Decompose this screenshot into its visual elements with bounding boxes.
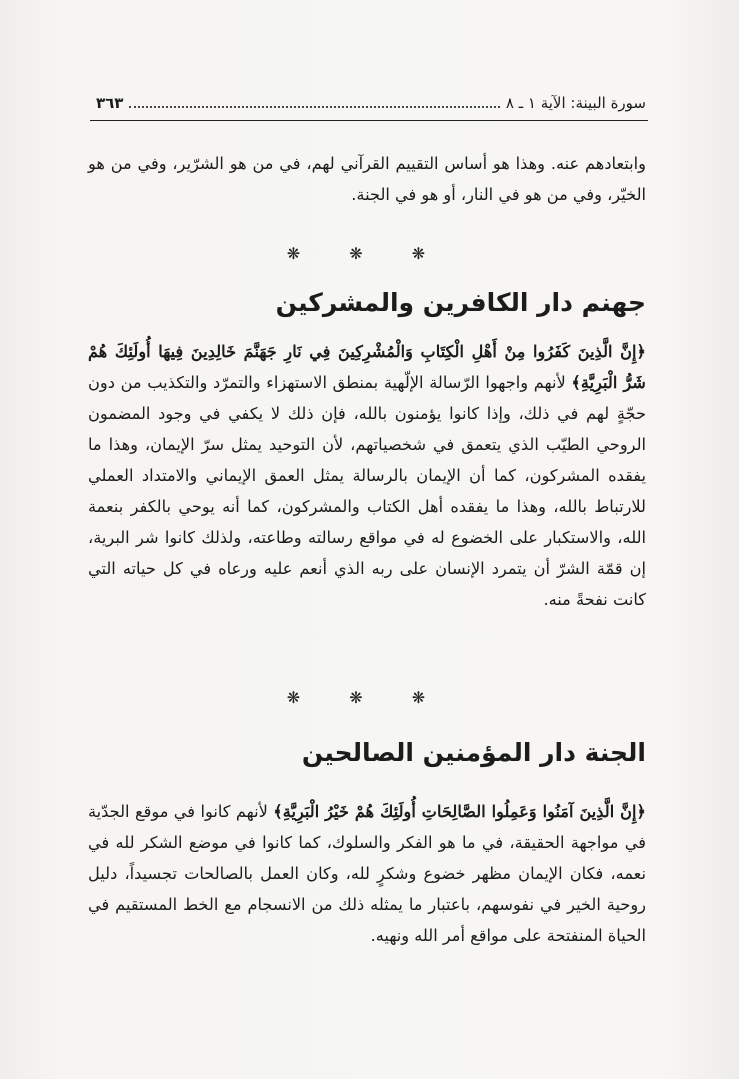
quran-verse: ﴿إِنَّ الَّذِينَ كَفَرُوا مِنْ أَهْلِ الْكِتَابِ وَالْمُشْرِكِينَ فِي نَارِ جَهَنَّمَ خَالِدِينَ فِيهَا أُولَئِكَ هُمْ شَرُّ الْبَرِيَّةِ﴾ [88, 342, 646, 392]
paragraph-paradise [88, 796, 646, 951]
section-heading-hell: جهنم دار الكافرين والمشركين [275, 288, 646, 317]
header-leader-dots [129, 98, 499, 108]
paragraph-text: لأنهم واجهوا الرّسالة الإلّهية بمنطق الاستهزاء والتمرّد والتكذيب من دون حجّةٍ لهم في ذلك، وإذا كانوا يؤمنون بالله، فإن ذلك لا يكفي في وجود المضمون الروحي الطيّب الذي يتعمق في شخصياتهم، لأن التوحيد يمثل سرّ الإيمان، وهذا ما يفقده المشركون، كما أن الإيمان بالرسالة يمثل العمق الإيماني والامتداد العملي للارتباط بالله، وهذا ما يفقده أهل الكتاب والمشركون، كما أنه يوحي بالكفر بنعمة الله، والاستكبار على الخضوع له في مواقع رسالته وطاعته، ولذلك كانوا شر البرية، إن قمّة الشرّ أن يتمرد الإنسان على ربه الذي أنعم عليه ورعاه في كل حياته التي كانت نفحةً منه. [88, 373, 646, 609]
header-title: سورة البينة: الآية ١ ـ ٨ [505, 94, 646, 112]
running-header [96, 90, 646, 116]
paragraph-intro: وابتعادهم عنه. وهذا هو أساس التقييم القرآني لهم، في من هو الشرّير، وفي من هو الخيّر، وفي من هو في النار، أو هو في الجنة. [88, 154, 646, 204]
page-number: ٣٦٣ [96, 94, 124, 112]
quran-verse: ﴿إِنَّ الَّذِينَ آمَنُوا وَعَمِلُوا الصَّالِحَاتِ أُولَئِكَ هُمْ خَيْرُ الْبَرِيَّةِ﴾ [273, 802, 646, 821]
section-heading-paradise: الجنة دار المؤمنين الصالحين [301, 738, 646, 767]
paragraph-hell [88, 336, 646, 615]
section-separator: ❋ ❋ ❋ [286, 688, 448, 707]
header-rule [90, 120, 648, 121]
paragraph-text: لأنهم كانوا في موقع الجدّية في مواجهة الحقيقة، في ما هو الفكر والسلوك، كما كانوا في موضع الشكر لله في نعمه، فكان الإيمان مظهر خضوع وشكرٍ لله، وكان العمل بالصالحات تجسيداً، دليل روحية الخير في نفوسهم، باعتبار ما يمثله ذلك من الانسجام مع الخط المستقيم في الحياة المنفتحة على مواقع أمر الله ونهيه. [88, 802, 646, 945]
section-separator: ❋ ❋ ❋ [286, 244, 448, 263]
